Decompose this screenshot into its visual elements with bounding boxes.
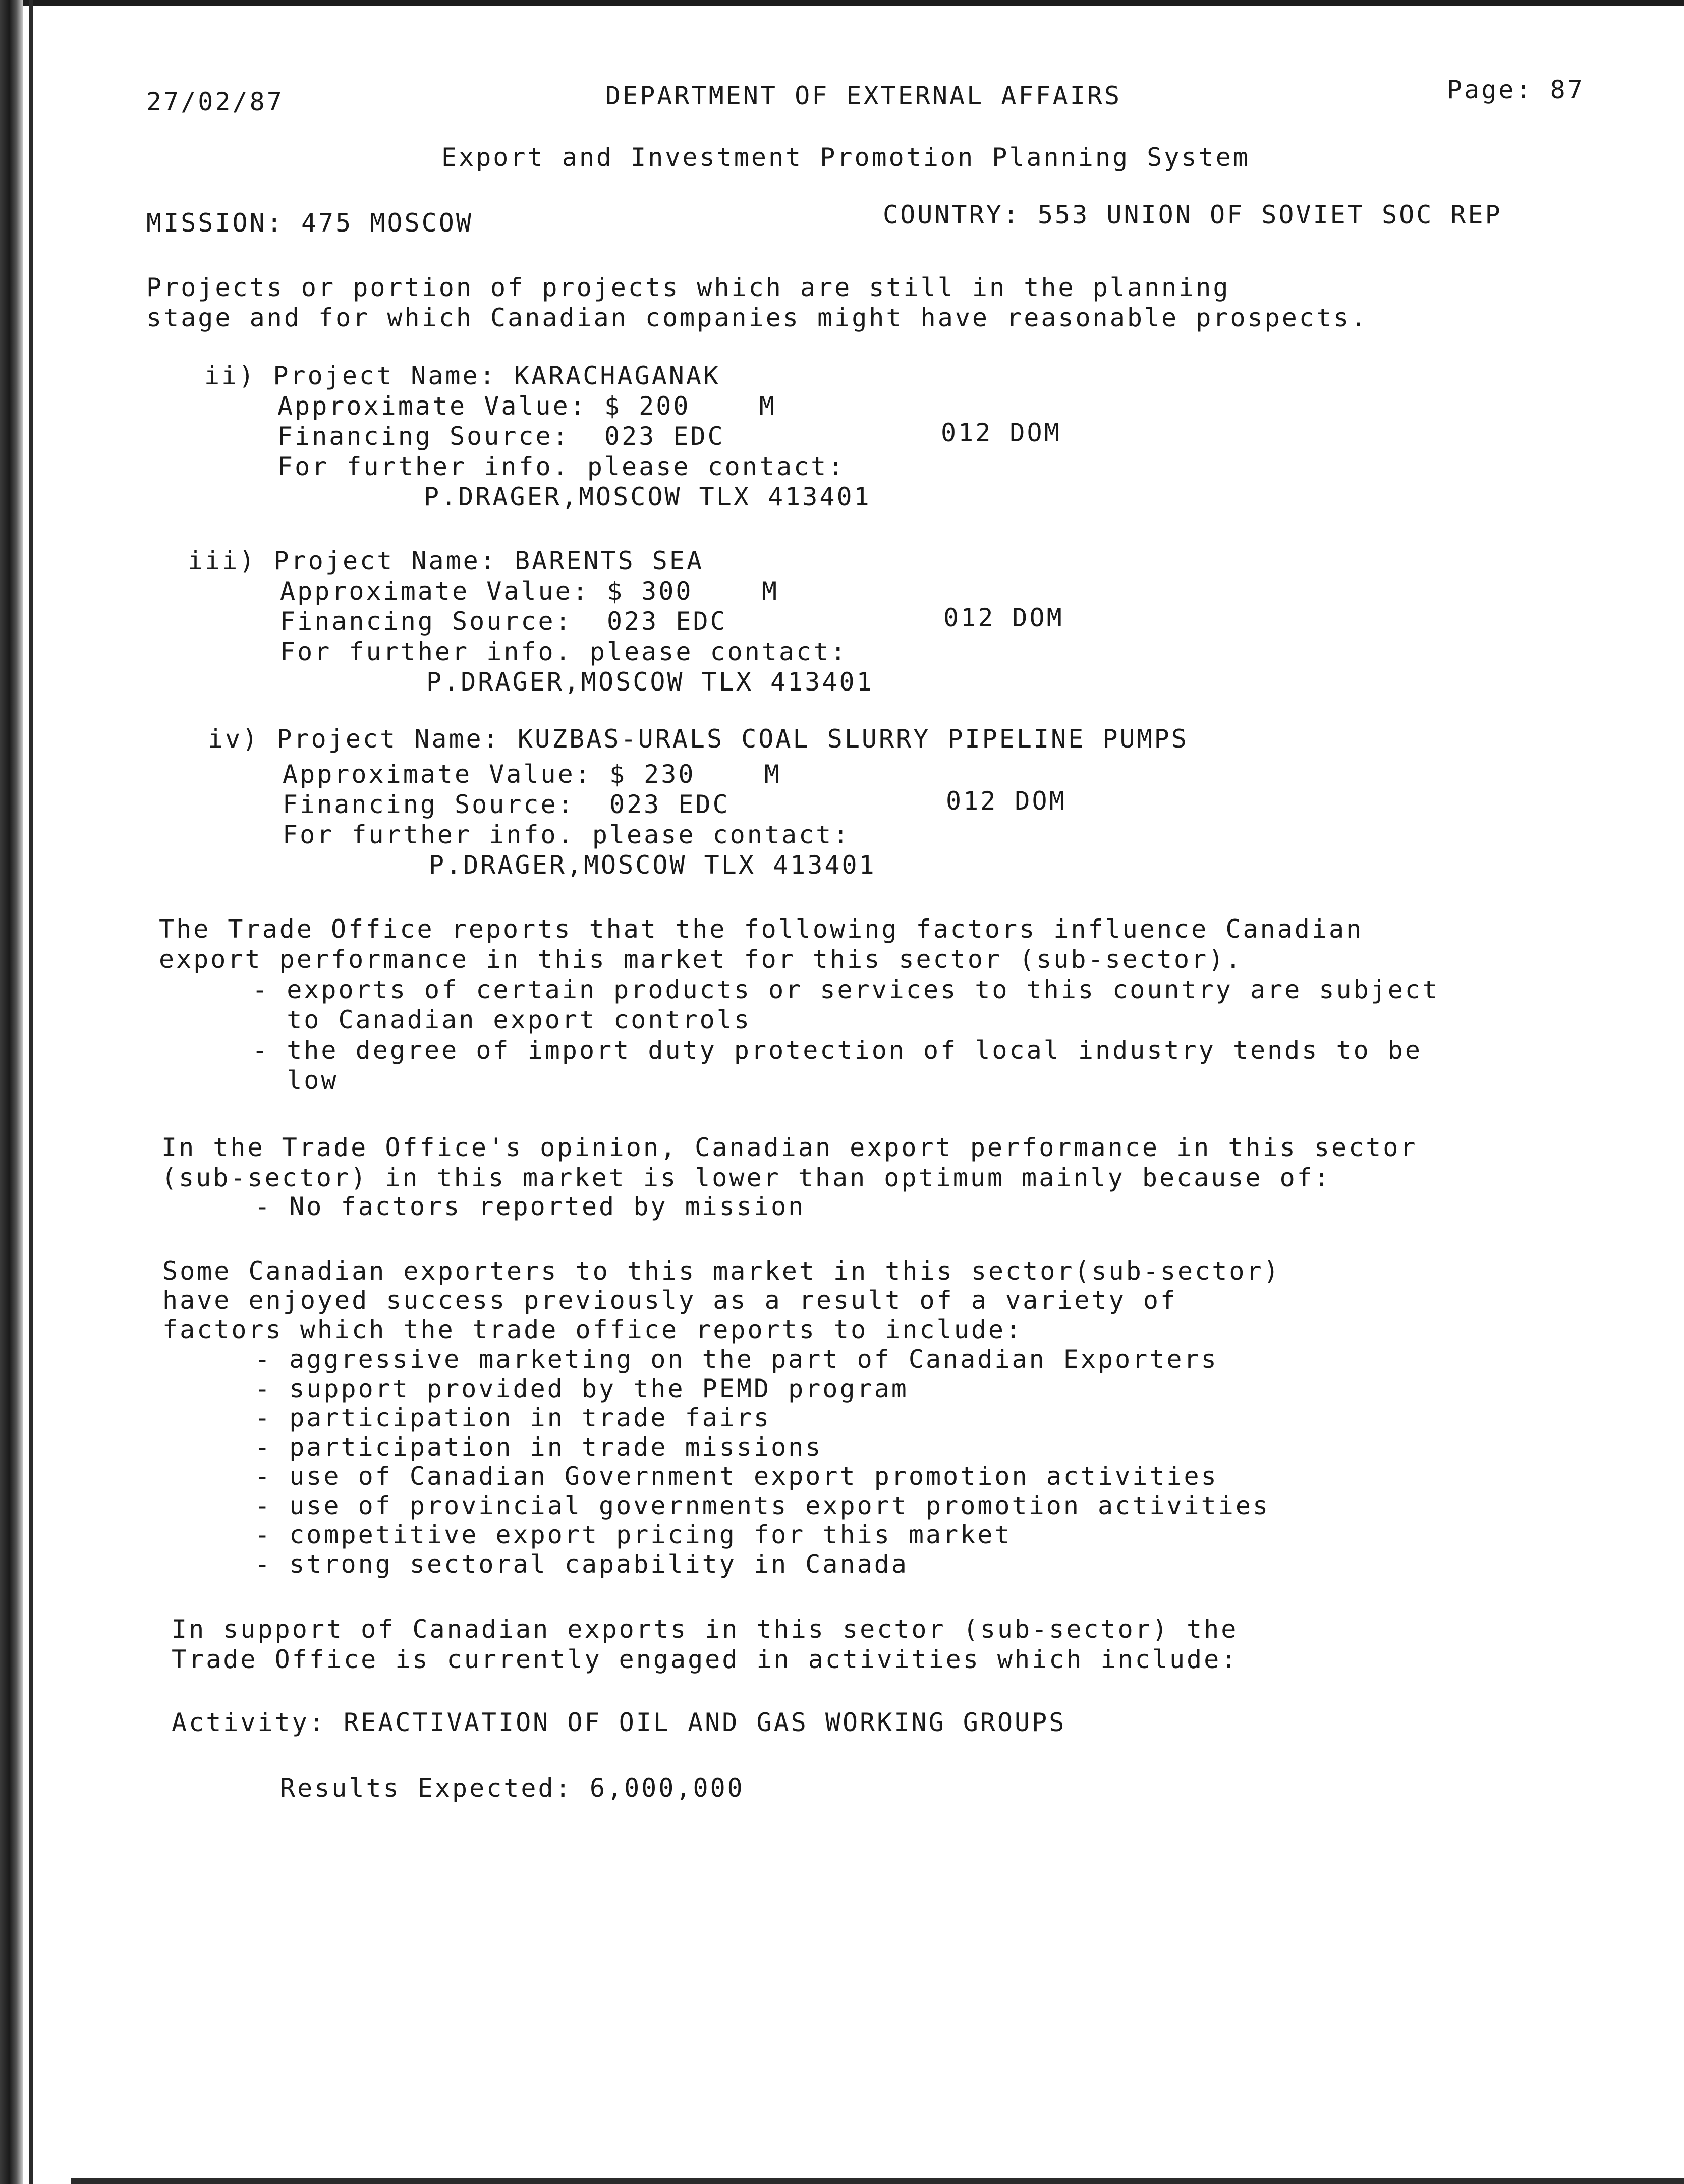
success-item: - competitive export pricing for this market <box>255 1520 1012 1549</box>
mission-label: MISSION: <box>146 208 284 238</box>
project-value-row <box>277 391 776 421</box>
factor-item-continuation: low <box>252 1066 339 1095</box>
project-value: $ 230 <box>609 760 696 789</box>
project-value-row <box>280 576 779 606</box>
scan-edge-left-inner <box>29 0 33 2184</box>
factor-item-continuation: to Canadian export controls <box>252 1005 751 1034</box>
page-number: 87 <box>1550 75 1585 104</box>
project-financing-row <box>277 421 725 451</box>
results-value: 6,000,000 <box>589 1773 745 1803</box>
project-numeral: iii) <box>188 546 257 576</box>
project-value: $ 200 <box>604 391 691 421</box>
factors-intro-line: export performance in this market for this sector (sub-sector). <box>159 945 1243 974</box>
opinion-intro-line: (sub-sector) in this market is lower than optimum mainly because of: <box>161 1163 1331 1192</box>
success-intro-line: factors which the trade office reports to include: <box>162 1315 1023 1344</box>
page-label: Page: <box>1447 75 1533 104</box>
opinion-item: - No factors reported by mission <box>255 1192 806 1221</box>
support-intro-line: Trade Office is currently engaged in activities which include: <box>172 1645 1239 1674</box>
project-value: $ 300 <box>606 577 693 606</box>
country-value: 553 UNION OF SOVIET SOC REP <box>1037 200 1502 229</box>
activity-row <box>172 1707 1066 1738</box>
project-name: KUZBAS-URALS COAL SLURRY PIPELINE PUMPS <box>517 724 1189 754</box>
project-financing-secondary: 012 DOM <box>943 603 1064 633</box>
project-contact-label: For further info. please contact: <box>280 637 848 666</box>
project-contact: P.DRAGER,MOSCOW TLX 413401 <box>424 482 871 511</box>
success-intro-line: Some Canadian exporters to this market in this sector(sub-sector) <box>162 1256 1281 1286</box>
project-value-label: Approximate Value: <box>277 391 587 421</box>
success-item: - use of provincial governments export promotion activities <box>255 1491 1270 1520</box>
project-name: KARACHAGANAK <box>514 361 721 390</box>
project-financing-row <box>283 789 730 820</box>
success-item: - participation in trade missions <box>255 1432 823 1462</box>
success-item: - support provided by the PEMD program <box>255 1374 909 1403</box>
success-item: - participation in trade fairs <box>255 1403 771 1432</box>
mission-value: 475 MOSCOW <box>301 208 473 238</box>
project-financing-primary: 023 EDC <box>604 422 725 451</box>
project-financing-label: Financing Source: <box>277 422 570 451</box>
project-contact-label: For further info. please contact: <box>283 820 851 849</box>
success-item: - strong sectoral capability in Canada <box>255 1549 909 1579</box>
project-name-label: Project Name: <box>273 546 497 576</box>
project-name-label: Project Name: <box>276 724 500 754</box>
intro-line: stage and for which Canadian companies might have reasonable prospects. <box>146 303 1368 332</box>
department-title: DEPARTMENT OF EXTERNAL AFFAIRS <box>605 81 1122 110</box>
activity-value: REACTIVATION OF OIL AND GAS WORKING GROUPS <box>344 1708 1066 1737</box>
results-label: Results Expected: <box>280 1773 573 1803</box>
factor-item: - exports of certain products or services to this country are subject <box>252 975 1440 1004</box>
project-name: BARENTS SEA <box>514 546 704 576</box>
project-contact-label: For further info. please contact: <box>277 452 846 481</box>
mission <box>146 208 473 238</box>
project-contact: P.DRAGER,MOSCOW TLX 413401 <box>426 667 874 697</box>
project-contact: P.DRAGER,MOSCOW TLX 413401 <box>429 850 876 880</box>
country <box>883 200 1502 230</box>
success-item: - use of Canadian Government export promotion activities <box>255 1462 1218 1491</box>
system-title: Export and Investment Promotion Planning System <box>441 143 1250 172</box>
scan-edge-bottom <box>71 2178 1684 2184</box>
project-financing-label: Financing Source: <box>280 607 573 636</box>
project-name-row <box>188 546 704 576</box>
project-name-label: Project Name: <box>273 361 497 390</box>
support-intro-line: In support of Canadian exports in this sector (sub-sector) the <box>172 1615 1239 1644</box>
scan-edge-left <box>0 0 23 2184</box>
intro-line: Projects or portion of projects which are still in the planning <box>146 273 1230 302</box>
results-row <box>280 1773 745 1803</box>
project-financing-primary: 023 EDC <box>606 607 727 636</box>
project-numeral: ii) <box>204 361 256 390</box>
project-value-label: Approximate Value: <box>280 577 590 606</box>
success-intro-line: have enjoyed success previously as a result of a variety of <box>162 1286 1178 1315</box>
country-label: COUNTRY: <box>883 200 1021 229</box>
success-item: - aggressive marketing on the part of Canadian Exporters <box>255 1345 1218 1374</box>
factors-intro-line: The Trade Office reports that the following factors influence Canadian <box>159 914 1364 944</box>
report-date: 27/02/87 <box>146 87 284 117</box>
project-financing-primary: 023 EDC <box>609 790 730 819</box>
project-numeral: iv) <box>208 724 260 754</box>
project-value-unit: M <box>764 760 782 789</box>
factor-item: - the degree of import duty protection of local industry tends to be <box>252 1036 1422 1065</box>
project-value-row <box>283 759 781 789</box>
project-financing-secondary: 012 DOM <box>941 418 1061 447</box>
project-value-label: Approximate Value: <box>283 760 592 789</box>
page-indicator <box>1447 75 1585 105</box>
project-name-row <box>204 361 720 391</box>
project-financing-row <box>280 606 727 637</box>
project-financing-label: Financing Source: <box>283 790 575 819</box>
scan-edge-top <box>0 0 1684 6</box>
opinion-intro-line: In the Trade Office's opinion, Canadian export performance in this sector <box>161 1133 1418 1162</box>
project-financing-secondary: 012 DOM <box>946 786 1066 816</box>
activity-label: Activity: <box>172 1708 326 1737</box>
project-value-unit: M <box>759 391 777 421</box>
project-value-unit: M <box>761 577 779 606</box>
project-name-row <box>208 724 1189 754</box>
